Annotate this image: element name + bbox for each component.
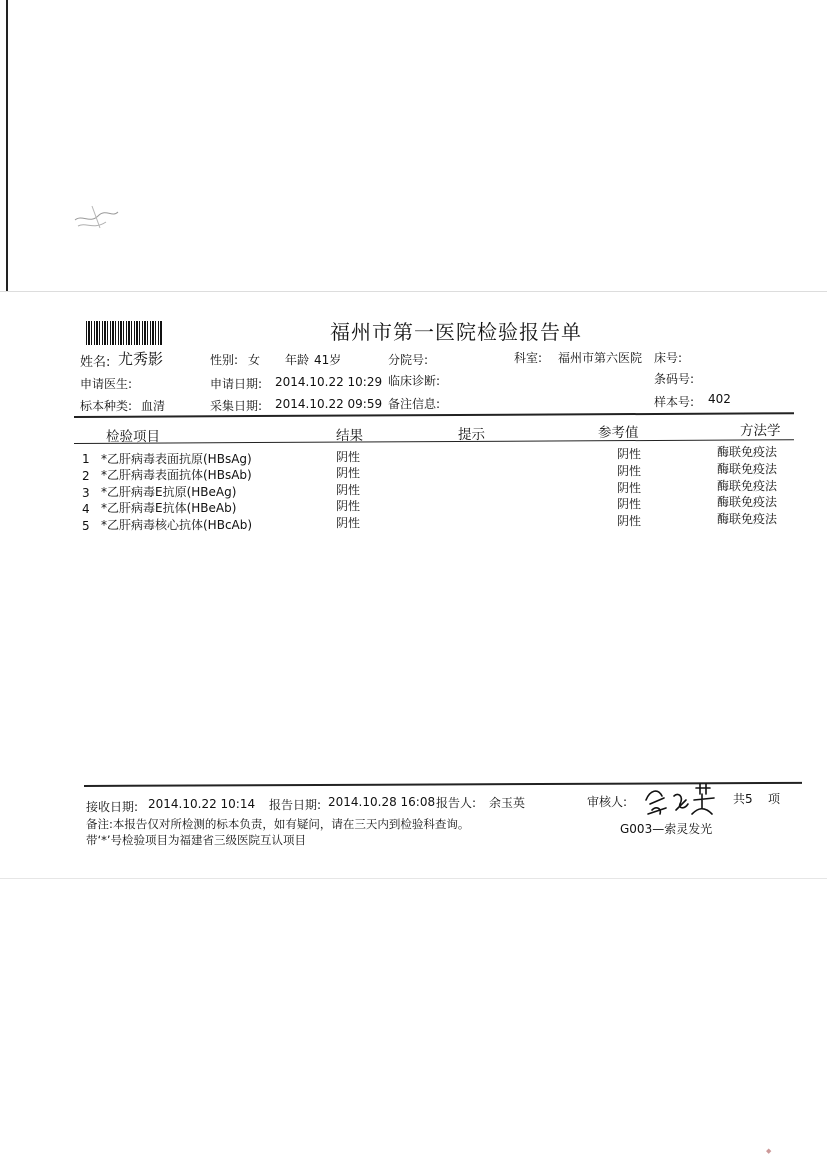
header-method: 方法学 — [740, 423, 781, 439]
watermark-icon: ◆ — [766, 1147, 772, 1155]
row-number: 2 — [82, 469, 90, 483]
receive-date-value: 2014.10.22 10:14 — [148, 797, 256, 811]
report-date-value: 2014.10.28 16:08 — [328, 795, 436, 809]
disclaimer-note: 备注:本报告仅对所检测的标本负责，如有疑问，请在三天内到检验科查询。 — [86, 817, 470, 831]
total-unit: 项 — [768, 792, 781, 806]
sample-label: 样本号: — [654, 395, 695, 409]
row-method: 酶联免疫法 — [717, 495, 778, 509]
mutual-recognition-note: 带‘*’号检验项目为福建省三级医院互认项目 — [86, 833, 307, 847]
apply-date-label: 申请日期: — [210, 377, 263, 391]
row-item: *乙肝病毒核心抗体(HBcAb) — [101, 518, 253, 532]
specimen-value: 血清 — [141, 399, 166, 413]
row-result: 阴性 — [336, 483, 361, 497]
scan-edge-line — [6, 0, 8, 292]
row-item: *乙肝病毒E抗体(HBeAb) — [101, 501, 237, 515]
row-method: 酶联免疫法 — [717, 479, 778, 493]
total-count: 共5 — [733, 792, 753, 806]
apply-date-value: 2014.10.22 10:29 — [275, 375, 383, 389]
barcode-label: 条码号: — [654, 372, 695, 386]
sample-value: 402 — [708, 392, 731, 406]
table-top-rule — [74, 412, 794, 418]
reporter-label: 报告人: — [436, 796, 477, 810]
specimen-label: 标本种类: — [80, 399, 133, 413]
reviewer-code: G003—索灵发光 — [620, 822, 713, 836]
header-result: 结果 — [336, 428, 363, 444]
age-label: 年龄 — [285, 353, 310, 367]
collect-date-label: 采集日期: — [210, 399, 263, 413]
receive-date-label: 接收日期: — [86, 800, 139, 814]
sex-label: 性别: — [210, 353, 239, 367]
row-reference: 阴性 — [617, 481, 642, 495]
row-item: *乙肝病毒E抗原(HBeAg) — [101, 485, 237, 499]
row-item: *乙肝病毒表面抗体(HBsAb) — [101, 468, 252, 482]
row-reference: 阴性 — [617, 497, 642, 511]
diagnosis-label: 临床诊断: — [388, 374, 441, 388]
remark-label: 备注信息: — [388, 397, 441, 411]
reviewer-signature — [640, 778, 720, 820]
sex-value: 女 — [248, 353, 261, 367]
row-result: 阴性 — [336, 450, 361, 464]
row-result: 阴性 — [336, 499, 361, 513]
report-date-label: 报告日期: — [269, 798, 322, 812]
reporter-value: 余玉英 — [489, 796, 526, 810]
row-reference: 阴性 — [617, 464, 642, 478]
scan-fold-line-lower — [0, 878, 827, 879]
row-item: *乙肝病毒表面抗原(HBsAg) — [101, 452, 252, 466]
bed-label: 床号: — [654, 351, 683, 365]
row-method: 酶联免疫法 — [717, 462, 778, 476]
scan-fold-line — [0, 291, 827, 292]
row-number: 3 — [82, 486, 90, 500]
report-title: 福州市第一医院检验报告单 — [330, 320, 582, 344]
row-method: 酶联免疫法 — [717, 445, 778, 459]
row-result: 阴性 — [336, 466, 361, 480]
collect-date-value: 2014.10.22 09:59 — [275, 397, 383, 411]
name-value: 尤秀影 — [118, 350, 164, 368]
row-number: 4 — [82, 502, 90, 516]
table-header-rule — [74, 439, 794, 444]
age-value: 41岁 — [314, 353, 342, 367]
dept-value: 福州市第六医院 — [558, 351, 643, 365]
header-hint: 提示 — [458, 427, 485, 443]
doctor-label: 申请医生: — [80, 377, 133, 391]
row-reference: 阴性 — [617, 514, 642, 528]
row-result: 阴性 — [336, 516, 361, 530]
smudge-mark — [72, 198, 122, 238]
dept-label: 科室: — [514, 351, 543, 365]
branch-label: 分院号: — [388, 353, 429, 367]
header-reference: 参考值 — [598, 425, 639, 441]
row-reference: 阴性 — [617, 447, 642, 461]
name-label: 姓名: — [80, 355, 111, 370]
row-number: 1 — [82, 452, 90, 466]
row-method: 酶联免疫法 — [717, 512, 778, 526]
reviewer-label: 审核人: — [587, 795, 628, 809]
row-number: 5 — [82, 519, 90, 533]
header-item: 检验项目 — [106, 429, 160, 445]
barcode-image — [86, 321, 162, 345]
